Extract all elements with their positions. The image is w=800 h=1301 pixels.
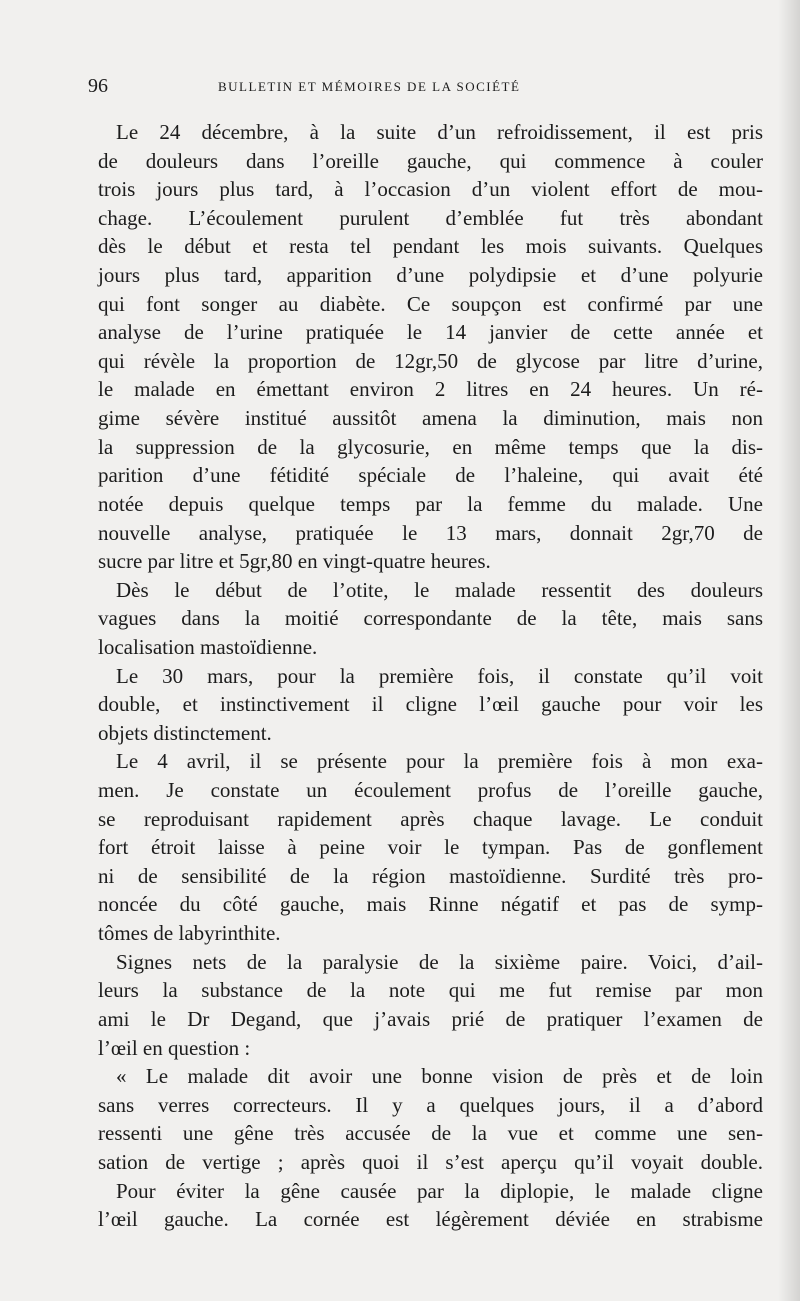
- text-line-32: ami le Dr Degand, que j’avais prié de pratiquer l’examen de: [98, 1006, 763, 1031]
- text-line-13: parition d’une fétidité spéciale de l’haleine, qui avait été: [98, 463, 763, 488]
- text-line-34: « Le malade dit avoir une bonne vision de près et de loin: [116, 1064, 763, 1089]
- text-line-10: le malade en émettant environ 2 litres en 24 heures. Un ré-: [98, 377, 763, 402]
- text-line-36: ressenti une gêne très accusée de la vue et comme une sen-: [98, 1121, 763, 1146]
- text-line-38: Pour éviter la gêne causée par la diplopie, le malade cligne: [116, 1178, 763, 1203]
- text-line-14: notée depuis quelque temps par la femme du malade. Une: [98, 491, 763, 516]
- text-line-7: qui font songer au diabète. Ce soupçon est confirmé par une: [98, 291, 763, 316]
- text-line-35: sans verres correcteurs. Il y a quelques jours, il a d’abord: [98, 1092, 763, 1117]
- page-header: [88, 74, 740, 102]
- text-line-25: se reproduisant rapidement après chaque lavage. Le conduit: [98, 806, 763, 831]
- text-line-12: la suppression de la glycosurie, en même temps que la dis-: [98, 434, 763, 459]
- text-line-19: localisation mastoïdienne.: [98, 634, 318, 659]
- text-line-3: trois jours plus tard, à l’occasion d’un violent effort de mou-: [98, 177, 763, 202]
- text-line-27: ni de sensibilité de la région mastoïdienne. Surdité très pro-: [98, 863, 763, 888]
- page-number: 96: [88, 75, 108, 97]
- text-line-22: objets distinctement.: [98, 720, 272, 745]
- text-line-24: men. Je constate un écoulement profus de l’oreille gauche,: [98, 778, 763, 803]
- text-line-16: sucre par litre et 5gr,80 en vingt-quatre heures.: [98, 549, 491, 574]
- text-line-23: Le 4 avril, il se présente pour la première fois à mon exa-: [116, 749, 763, 774]
- text-line-6: jours plus tard, apparition d’une polydipsie et d’une polyurie: [98, 263, 763, 288]
- running-title: BULLETIN ET MÉMOIRES DE LA SOCIÉTÉ: [218, 79, 521, 94]
- page-edge-shadow: [778, 0, 800, 1301]
- text-line-17: Dès le début de l’otite, le malade ressentit des douleurs: [116, 577, 763, 602]
- text-line-1: Le 24 décembre, à la suite d’un refroidissement, il est pris: [116, 120, 763, 144]
- text-line-15: nouvelle analyse, pratiquée le 13 mars, donnait 2gr,70 de: [98, 520, 763, 545]
- text-line-8: analyse de l’urine pratiquée le 14 janvier de cette année et: [98, 320, 763, 345]
- text-line-9: qui révèle la proportion de 12gr,50 de glycose par litre d’urine,: [98, 348, 763, 373]
- text-line-26: fort étroit laisse à peine voir le tympan. Pas de gonflement: [98, 835, 763, 860]
- text-line-31: leurs la substance de la note qui me fut remise par mon: [98, 978, 763, 1003]
- text-line-11: gime sévère institué aussitôt amena la diminution, mais non: [98, 406, 763, 431]
- text-line-21: double, et instinctivement il cligne l’œil gauche pour voir les: [98, 692, 763, 717]
- text-line-28: noncée du côté gauche, mais Rinne négatif et pas de symp-: [98, 892, 763, 917]
- text-line-37: sation de vertige ; après quoi il s’est aperçu qu’il voyait double.: [98, 1149, 763, 1174]
- text-line-29: tômes de labyrinthite.: [98, 921, 281, 946]
- text-line-30: Signes nets de la paralysie de la sixième paire. Voici, d’ail-: [116, 949, 763, 974]
- text-line-18: vagues dans la moitié correspondante de la tête, mais sans: [98, 606, 763, 631]
- text-line-2: de douleurs dans l’oreille gauche, qui commence à couler: [98, 148, 763, 173]
- text-line-39: l’œil gauche. La cornée est légèrement déviée en strabisme: [98, 1207, 763, 1232]
- body-text: [98, 118, 763, 1234]
- text-line-4: chage. L’écoulement purulent d’emblée fut très abondant: [98, 205, 763, 230]
- text-line-33: l’œil en question :: [98, 1035, 251, 1060]
- text-line-5: dès le début et resta tel pendant les mois suivants. Quelques: [98, 234, 763, 259]
- text-line-20: Le 30 mars, pour la première fois, il constate qu’il voit: [116, 663, 763, 688]
